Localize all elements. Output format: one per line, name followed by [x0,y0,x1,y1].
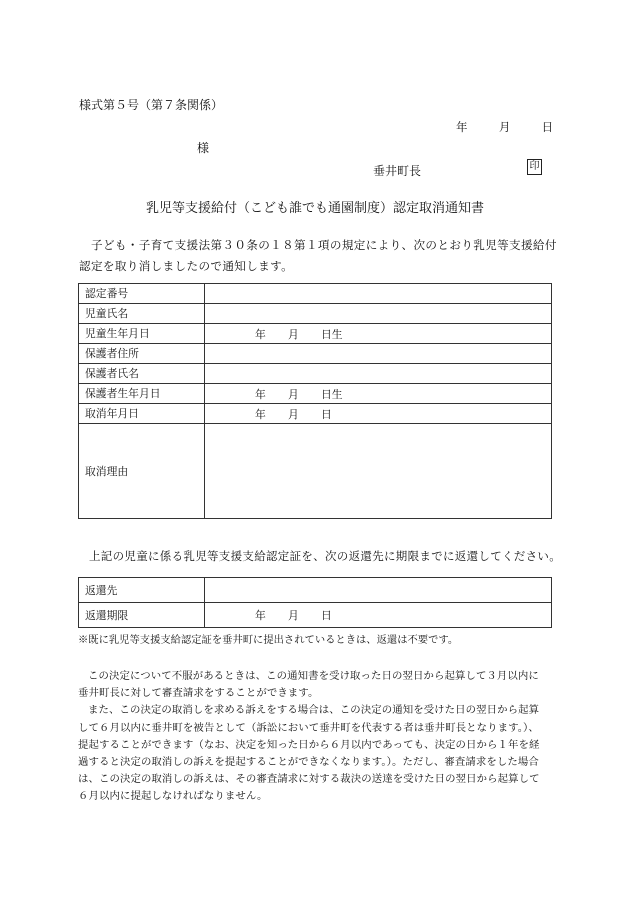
row-label: 児童生年月日 [79,324,205,344]
recipient-honorific: 様 [197,141,210,155]
day-label: 日生 [321,388,343,401]
guardian-name-field[interactable] [205,364,552,384]
table-row [79,364,552,384]
table-row [79,424,552,519]
table-row [79,304,552,324]
row-label: 認定番号 [79,284,205,304]
month-label: 月 [288,609,299,622]
row-label: 児童氏名 [79,304,205,324]
day-label: 日 [321,408,332,421]
table-row [79,603,552,628]
year-label: 年 [255,408,266,421]
table-row [79,284,552,304]
seal-mark: 印 [527,159,542,175]
return-table [78,577,552,628]
document-title: 乳児等支援給付（こども誰でも通園制度）認定取消通知書 [145,201,484,216]
year-label: 年 [255,609,266,622]
issue-date [456,119,553,135]
table-row [79,404,552,424]
month-label: 月 [288,328,299,341]
table-row [79,344,552,364]
month-label: 月 [288,388,299,401]
year-label: 年 [255,388,266,401]
row-label: 保護者住所 [79,344,205,364]
certification-number-field[interactable] [205,284,552,304]
child-name-field[interactable] [205,304,552,324]
intro-paragraph: 子ども・子育て支援法第３０条の１８第１項の規定により、次のとおり乳児等支援給付認定を取り消しましたので通知します。 [79,238,557,273]
month-label: 月 [288,408,299,421]
day-label: 日 [321,609,332,622]
guardian-address-field[interactable] [205,344,552,364]
guardian-birthdate-field[interactable] [205,384,552,404]
cancellation-reason-field[interactable] [205,424,552,519]
form-number: 様式第５号（第７条関係） [79,98,224,112]
lawsuit-paragraph: また、この決定の取消しを求める訴えをする場合は、この決定の通知を受けた日の翌日から起算して６月以内に垂井町を被告として（訴訟において垂井町を代表する者は垂井町長となります。）、提起することができます（なお、決定を知った日から６月以内であっても、決定の日から１年を経過すると決定の取消しの訴えを提起することができなくなります。）。ただし、審査請求をした場合は、この決定の取消しの訴えは、その審査請求に対する裁決の送達を受けた日の翌日から起算して６月以内に提起しなければなりません。 [78,704,540,803]
child-birthdate-field[interactable] [205,324,552,344]
row-label: 取消理由 [79,424,205,519]
date-year-label: 年 [456,120,468,134]
return-deadline-field[interactable] [205,603,552,628]
certification-table [78,283,552,519]
return-destination-field[interactable] [205,578,552,603]
date-day-label: 日 [541,120,554,134]
return-instruction: 上記の児童に係る乳児等支援支給認定証を、次の返還先に期限までに返還してください。 [89,549,561,563]
row-label: 返還期限 [79,603,205,628]
table-row [79,578,552,603]
row-label: 返還先 [79,578,205,603]
issuer-name: 垂井町長 [373,164,422,178]
row-label: 保護者氏名 [79,364,205,384]
appeal-paragraph: この決定について不服があるときは、この通知書を受け取った日の翌日から起算して３月以内に垂井町長に対して審査請求をすることができます。 [78,670,539,700]
appeal-notice [78,668,548,806]
table-row [79,324,552,344]
day-label: 日生 [321,328,343,341]
cancellation-date-field[interactable] [205,404,552,424]
year-label: 年 [255,328,266,341]
table-row [79,384,552,404]
date-month-label: 月 [498,120,511,134]
return-note: ※既に乳児等支援支給認定証を垂井町に提出されているときは、返還は不要です。 [78,634,459,646]
row-label: 取消年月日 [79,404,205,424]
row-label: 保護者生年月日 [79,384,205,404]
